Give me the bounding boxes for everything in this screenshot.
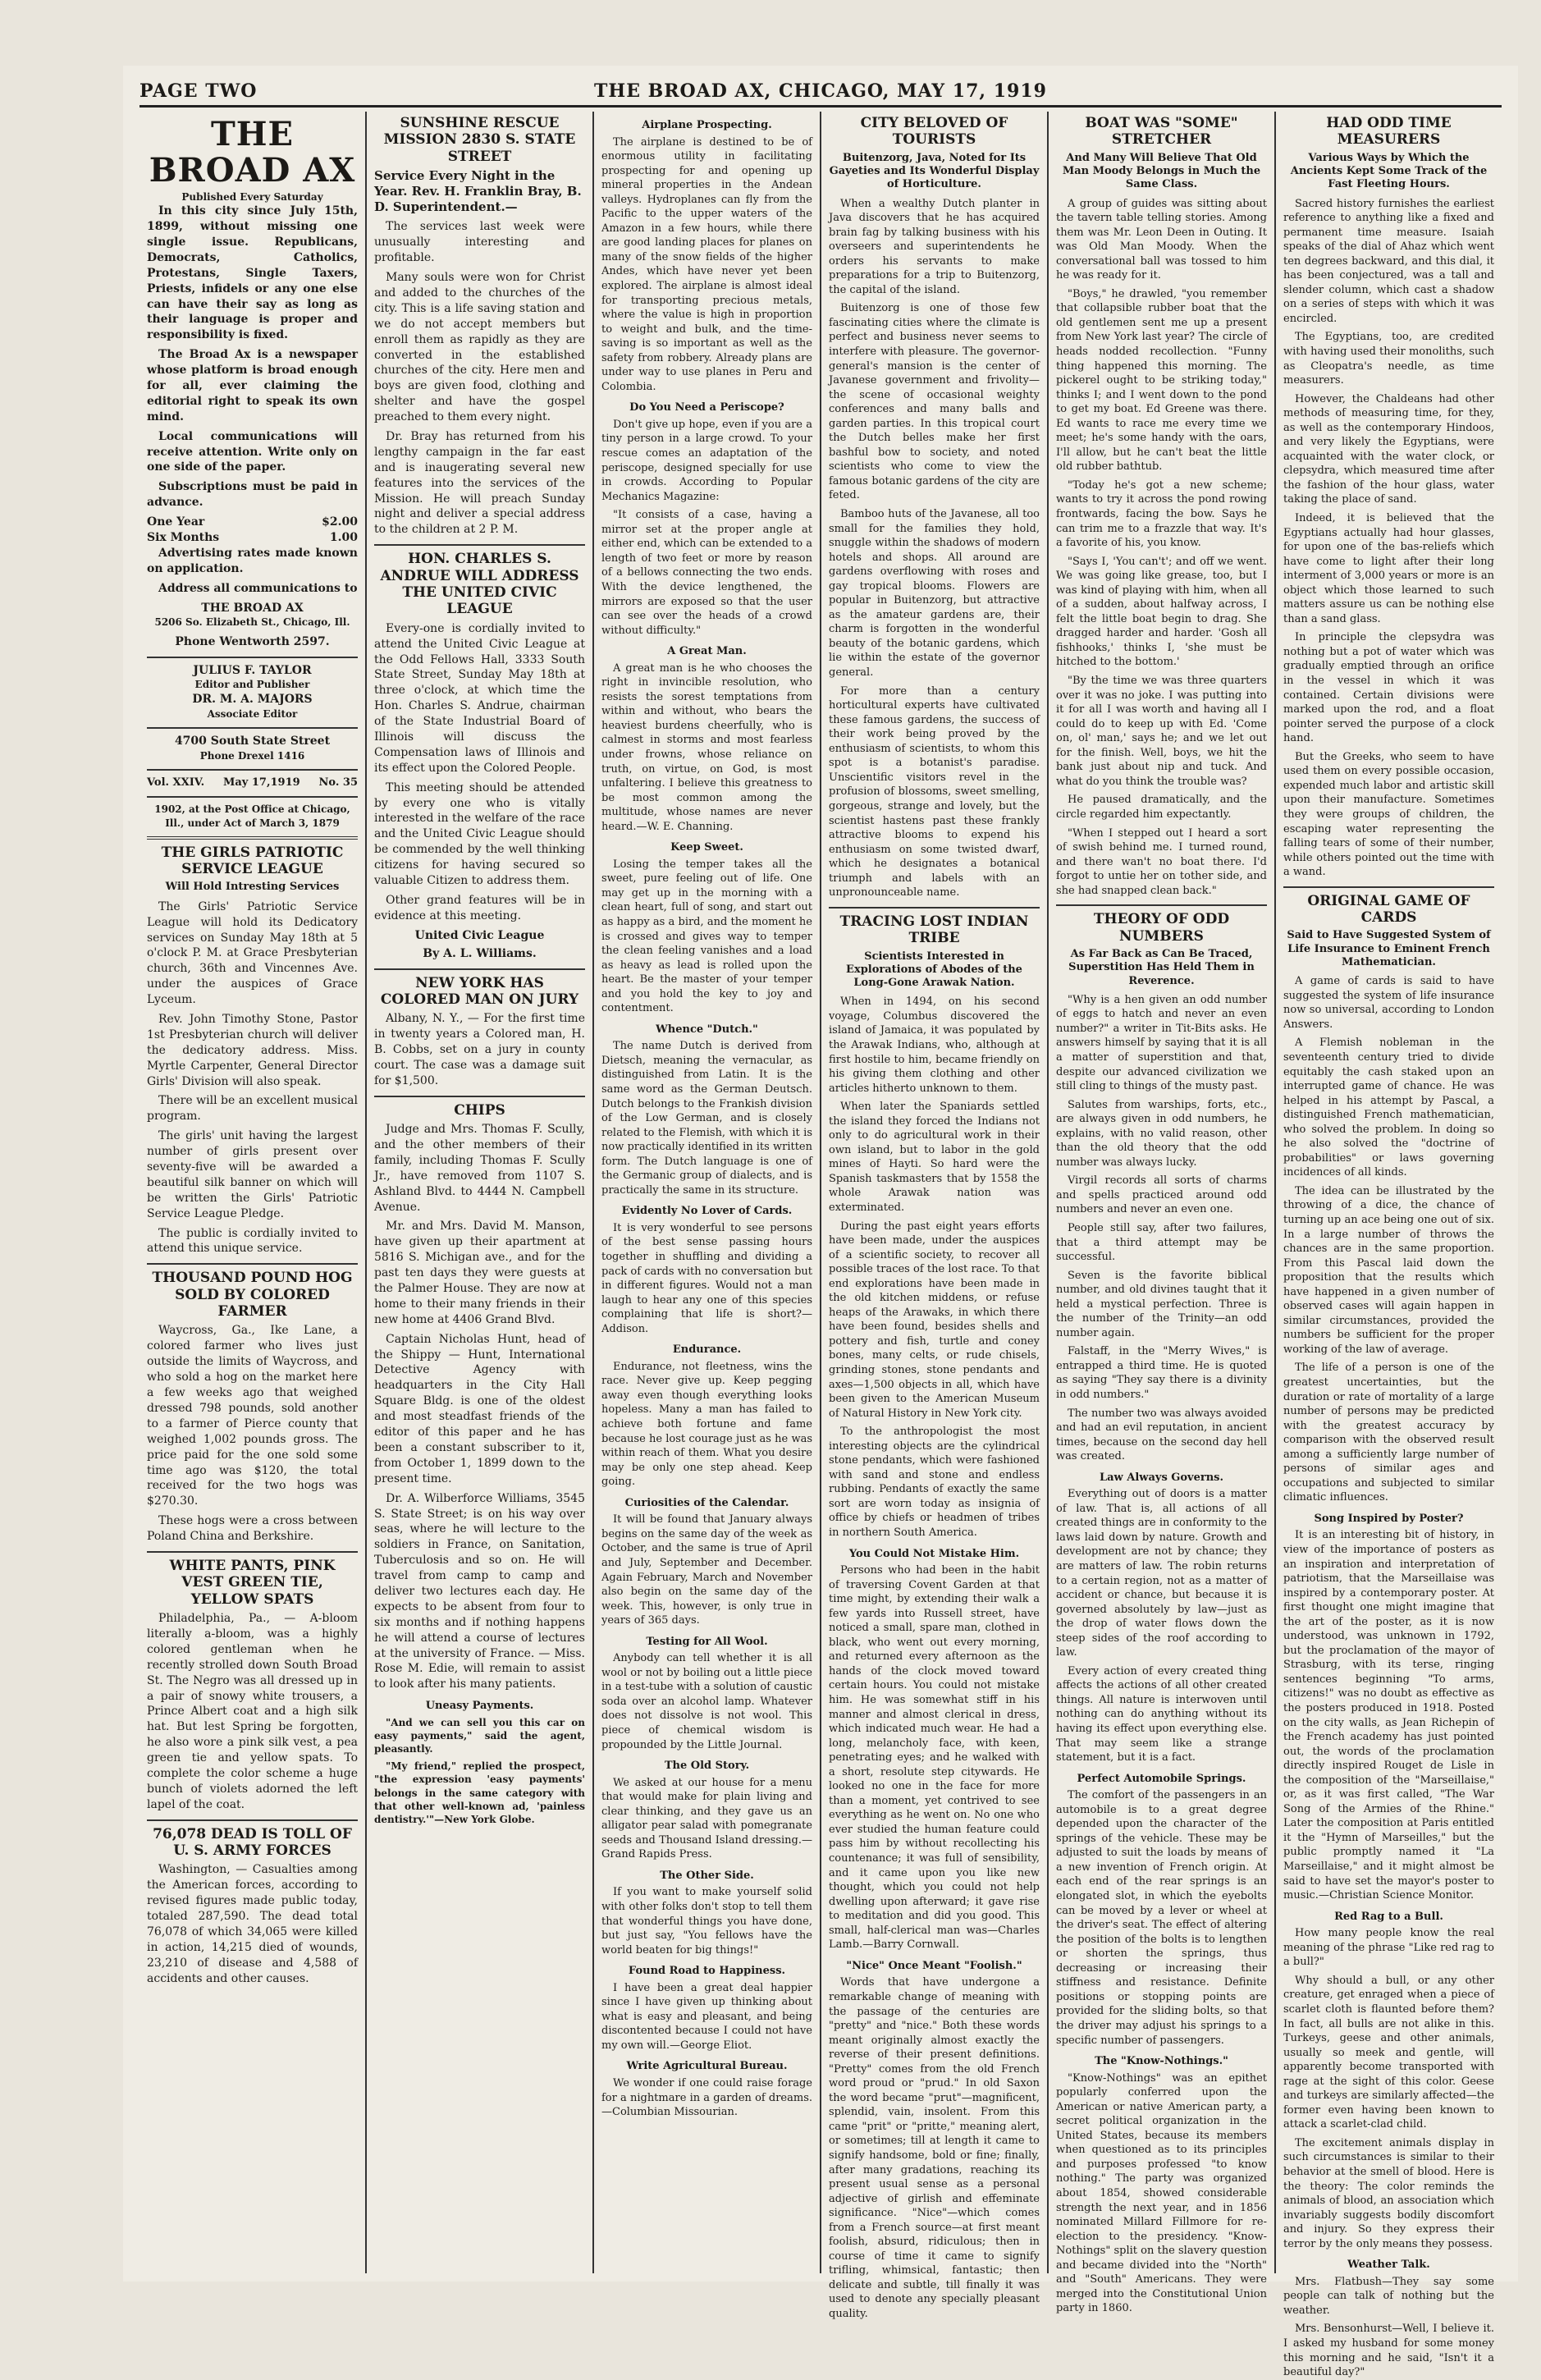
divider [147,769,358,771]
headline-army-dead: 76,078 DEAD IS TOLL OF U. S. ARMY FORCES [153,1825,352,1860]
title-cards: Evidently No Lover of Cards. [621,1205,793,1218]
paragraph: Mr. and Mrs. David M. Manson, have given up their apartment at 5816 S. Michigan ave., and for the past ten days they were guests at the Palmer House. They are now at home to their many friends in their new home at 4406 Grand Blvd. [374,1220,585,1326]
rate-six-months [147,530,358,546]
divider [147,796,358,798]
paragraph: If you want to make yourself solid with other folks don't stop to tell them that wonderful things you have done, but just say, "You fellows have the world beaten for big things!" [601,1886,812,1957]
paper-dateline: THE BROAD AX, CHICAGO, MAY 17, 1919 [594,80,1047,102]
paragraph: A Flemish nobleman in the seventeenth century tried to divide equitably the cash staked upon an interrupted game of chance. He was helped in his attempt by Pascal, a distinguished French mathematician, who solved the problem. In doing so he also solved the "doctrine of probabilities" or laws governing incidences of all kinds. [1283,1037,1494,1179]
paragraph: When in 1494, on his second voyage, Columbus discovered the island of Jamaica, it was populated by the Arawak Indians, who, although at first hostile to him, became friendly on his giving them clothing and other articles hitherto unknown to them. [829,995,1040,1095]
divider [1056,904,1267,906]
paragraph: Every action of every created thing affects the actions of all other created things. All nature is interwoven until nothing can do anything without its having its effect upon everything else. That may seem like a strange statement, but it is a fact. [1056,1664,1267,1764]
title-automobile: Perfect Automobile Springs. [1077,1772,1246,1785]
rate-value: 1.00 [329,531,358,544]
paragraph: "Says I, 'You can't'; and off we went. We was going like grease, too, but I was kind of playing with him, when all of a sudden, about halfway across, I felt the little boat begin to drag. She dragged harder and harder. 'Gosh all fishhooks,' thinks I, 'she must be hitched to the bottom.' [1056,555,1267,669]
masthead-intro: In this city since July 15th, 1899, without missing one single issue. Republicans, Democrats, Catholics, Protestans, Single Taxers, Priests, infidels or any one else can have their say as long as their language is proper and responsibility is fixed. [147,204,358,342]
paragraph: "Today he's got a new scheme; wants to try it across the pond rowing frontwards, facing the bow. Says he can trim me to a frazzle that way. It's a favorite of his, you know. [1056,478,1267,550]
paragraph: But the Greeks, who seem to have used them on every possible occasion, expended much labor and artistic skill upon their manufacture. Sometimes they were groups of children, the escaping water representing the falling tears of some of their number, while others pointed out the time with a wand. [1283,750,1494,879]
column-5 [1049,112,1276,2315]
subhead-mission: Service Every Night in the Year. Rev. H. Franklin Bray, B. D. Superintendent.— [374,168,582,214]
title-uneasy-payments: Uneasy Payments. [425,1700,534,1713]
paragraph: A great man is he who chooses the right in invincible resolution, who resists the sorest temptations from within and without, who bears the heaviest burdens cheerfully, who is calmest in storms and most fearless under frowns, whose reliance on truth, on virtue, on God, is most unfaltering. I believe this greatness to be most common among the multitude, whose names are never heard.—W. E. Channing. [601,661,812,833]
paragraph: Every-one is cordially invited to attend the United Civic League at the Odd Fellows Hall, 3333 South State Street, Sunday May 18th at three o'clock, at which time the Hon. Charles S. Andrue, chairman of the State Industrial Board of Illinois will discuss the Compensation laws of Illinois and its effect upon the Colored People. [374,621,585,775]
paragraph: Losing the temper takes all the sweet, pure feeling out of life. One may get up in the morning with a clean heart, full of song, and start out as happy as a bird, and the moment he is crossed and gives way to temper the clean feeling vanishes and a load as heavy as lead is rolled upon the heart. Be the master of your temper and you hold the key to joy and contentment. [601,858,812,1015]
paragraph: The idea can be illustrated by the throwing of a dice, the chance of turning up an ace being one out of six. In a large number of throws the chances are in the same proportion. From this Pascal laid down the proposition that the results which have happened in a given number of observed cases will again happen in similar circumstances, provided the numbers be sufficient for the proper working of the law of average. [1283,1184,1494,1356]
paragraph: Salutes from warships, forts, etc., are always given in odd numbers, he explains, with no valid reason, other than the old theory that the odd number was always lucky. [1056,1098,1267,1169]
paragraph: For more than a century horticultural experts have cultivated these famous gardens, the success of their work being proved by the enthusiasm of scientists, to whom this spot is a botanist's paradise. Unscientific visitors revel in the profusion of blossoms, sweet smelling, gorgeous, strange and lovely, but the scientist hastens past these frankly attractive blooms to expend his enthusiasm on some twisted dwarf, which he designates a botanical triumph and labels with an unpronounceable name. [829,684,1040,899]
paragraph: Sacred history furnishes the earliest reference to anything like a fixed and permanent time measure. Isaiah speaks of the dial of Ahaz which went ten degrees backward, and this dial, it has been conjectured, was a tall and slender column, which cast a shadow on a series of steps with which it was encircled. [1283,197,1494,325]
title-know-nothings: The "Know-Nothings." [1095,2055,1228,2068]
paragraph: I have been a great deal happier since I have given up thinking about what is easy and pleasant, and being discontented because I could not have my own will.—George Eliot. [601,1981,812,2052]
headline-city-tourists: CITY BELOVED OF TOURISTS [860,115,1008,149]
divider [374,968,585,970]
headline-andrue: HON. CHARLES S. ANDRUE WILL ADDRESS THE UNITED CIVIC LEAGUE [380,551,579,618]
paragraph: Washington, — Casualties among the American forces, according to revised figures made public today, totaled 287,590. The dead total 76,078 of which 34,065 were killed in action, 14,215 died of wounds, 23,210 of disease and 4,588 of accidents and other causes. [147,1863,358,1985]
subhead-game-of-cards: Said to Have Suggested System of Life Insurance to Eminent French Mathematician. [1287,929,1491,968]
headline-boat: BOAT WAS "SOME" STRETCHER [1085,115,1238,149]
paragraph: The services last week were unusually interesting and profitable. [374,220,585,265]
title-song-poster: Song Inspired by Poster? [1314,1512,1464,1525]
paragraph: Persons who had been in the habit of traversing Covent Garden at that time might, by extending their walk a few yards into Russell street, have noticed a small, spare man, clothed in black, who went out every morning, and returned every afternoon as the hands of the clock moved toward certain hours. You could not mistake him. He was somewhat stiff in his manner and almost clerical in dress, which indicated much wear. He had a long, melancholy face, with keen, penetrating eyes; and he walked with a short, resolute step citywards. He looked no one in the face for more than a moment, yet contrived to see everything as he went on. No one who ever studied the human feature could pass him by without recollecting his countenance; it was full of sensibility, and it came upon you like new thought, which you could not help dwelling upon afterward; it gave rise to meditation and did you good. This small, half-clerical man was—Charles Lamb.—Barry Cornwall. [829,1564,1040,1952]
paragraph: We wonder if one could raise forage for a nightmare in a garden of dreams.—Columbian Missourian. [601,2077,812,2119]
signoff-author: By A. L. Williams. [423,946,537,960]
volume-number: No. 35 [318,776,358,789]
paragraph: "When I stepped out I heard a sort of swish behind me. I turned round, and there wan't no boat there. I'd forgot to untie her on tother side, and she had snapped clean back." [1056,826,1267,897]
divider [147,836,358,840]
paragraph: Other grand features will be in evidence at this meeting. [374,893,585,922]
title-endurance: Endurance. [672,1343,742,1357]
columns [139,112,1502,2379]
paragraph: The public is cordially invited to attend this unique service. [147,1226,358,1256]
headline-hog: THOUSAND POUND HOG SOLD BY COLORED FARMER [152,1270,353,1320]
title-agricultural: Write Agricultural Bureau. [626,2060,788,2073]
page-header [139,77,1502,108]
paragraph: When a wealthy Dutch planter in Java discovers that he has acquired brain fag by talking business with his overseers and superintendents he orders his servants to make preparations for a trip to Buitenzorg, the capital of the island. [829,197,1040,296]
paragraph: In principle the clepsydra was nothing but a pot of water which was gradually emptied through an orifice in the vessel in which it was contained. Certain divisions were marked upon the rod, and a float pointer served the purpose of a clock hand. [1283,631,1494,745]
masthead-advertising: Advertising rates made known on application. [147,546,358,575]
paragraph: Don't give up hope, even if you are a tiny person in a large crowd. To your rescue comes an adaptation of the periscope, designed specially for use in crowds. According to Popular Mechanics Magazine: [601,418,812,503]
rate-label: One Year [147,515,205,529]
divider [147,1551,358,1553]
title-periscope: Do You Need a Periscope? [629,401,784,414]
paragraph: Everything out of doors is a matter of law. That is, all actions of all created things are in conformity to the laws laid down by nature. Growth and development are not by chance; they are matters of law. The robin returns to a certain region, not as a matter of accident or chance, but because it is governed absolutely by law—just as the drop of water flows down the steep sides of the roof according to law. [1056,1488,1267,1659]
column-3 [594,112,821,2273]
masthead-subscriptions: Subscriptions must be paid in advance. [147,480,358,510]
divider [1283,886,1494,888]
title-wool: Testing for All Wool. [646,1635,768,1648]
subhead-time-measurers: Various Ways by Which the Ancients Kept Some Track of the Fast Fleeting Hours. [1290,151,1488,191]
paragraph: Indeed, it is believed that the Egyptians actually had hour glasses, for upon one of the bas-reliefs which have come to light after their long interment of 3,000 years or more is an object which those learned to such matters assure us can be nothing else than a sand glass. [1283,512,1494,625]
office-phone: Phone Drexel 1416 [199,749,305,762]
divider [147,1819,358,1821]
paragraph: Falstaff, in the "Merry Wives," is entrapped a third time. He is quoted as saying "They say there is a divinity in odd numbers." [1056,1345,1267,1401]
paragraph: The comfort of the passengers in an automobile is to a great degree depended upon the character of the springs of the vehicle. These may be adjusted to suit the loads by means of a new invention of French origin. At each end of the rear springs is an elongated slot, in which the eyebolts can be moved by a lever or wheel at the driver's seat. The effect of altering the position of the bolts is to lengthen or shorten the springs, thus decreasing or increasing their stiffness and resistance. Definite positions or stopping points are provided for the sliding bolts, so that the driver may adjust his springs to a specific number of passengers. [1056,1789,1267,2047]
paragraph: To the anthropologist the most interesting objects are the cylindrical stone pendants, which were fashioned with sand and stone and endless rubbing. Pendants of exactly the same sort are worn today as insignia of office by chiefs or headmen of tribes in northern South America. [829,1426,1040,1539]
paragraph: People still say, after two failures, that a third attempt may be successful. [1056,1221,1267,1264]
masthead-address-name: THE BROAD AX [201,601,304,615]
divider [147,727,358,729]
paragraph: The airplane is destined to be of enormous utility in facilitating prospecting for and opening up mineral properties in the Andean valleys. Hydroplanes can fly from the Pacific to the upper waters of the Amazon in a few hours, while there are good landing places for planes on many of the snow fields of the higher Andes, which have never yet been explored. The airplane is almost ideal for transporting precious metals, where the value is high in proportion to weight and bulk, and the time-saving is so important as well as the safety from robbery. Already plans are under way to use planes in Peru and Colombia. [601,135,812,393]
volume-line [147,776,358,790]
title-great-man: A Great Man. [667,645,747,658]
subhead-city-tourists: Buitenzorg, Java, Noted for Its Gayeties and Its Wonderful Display of Horticulture. [829,151,1040,191]
subhead-boat: And Many Will Believe That Old Man Moody Belongs in Much the Same Class. [1062,151,1261,191]
paragraph: The number two was always avoided and had an evil reputation, in ancient times, because on the second day hell was created. [1056,1407,1267,1463]
title-other-side: The Other Side. [660,1869,754,1882]
headline-girls-league: THE GIRLS PATRIOTIC SERVICE LEAGUE [161,844,344,878]
page-label: PAGE TWO [139,80,258,102]
paragraph: Rev. John Timothy Stone, Pastor 1st Presbyterian church will deliver the dedicatory address. Miss. Myrtle Carpenter, General Director Girls' Division will also speak. [147,1012,358,1088]
masthead-phone: Phone Wentworth 2597. [175,634,330,648]
rate-label: Six Months [147,531,220,544]
headline-mission: SUNSHINE RESCUE MISSION 2830 S. STATE STREET [383,115,576,165]
title-red-rag: Red Rag to a Bull. [1334,1910,1443,1923]
paragraph: How many people know the real meaning of the phrase "Like red rag to a bull?" [1283,1927,1494,1969]
column-6 [1276,112,1502,2379]
paragraph: Captain Nicholas Hunt, head of the Shippy — Hunt, International Detective Agency with headquarters in the City Hall Square Bldg. is one of the oldest and most steadfast friends of the editor of this paper and he has been a constant subscriber to it, from October 1, 1899 down to the present time. [374,1332,585,1485]
masthead-title: THE BROAD AX [149,115,356,190]
divider [829,907,1040,909]
newspaper-page [123,66,1518,2379]
title-old-story: The Old Story. [664,1760,750,1773]
associate-name: DR. M. A. MAJORS [192,692,313,706]
divider [374,544,585,546]
paragraph: Why should a bull, or any other creature, get enraged when a piece of scarlet cloth is flaunted before them? In fact, all bulls are not alike in this. Turkeys, geese and other animals, usually so meek and gentle, will apparently become transported with rage at the sight of this color. Geese and turkeys are similarly affected—the former even having been known to attack a scarlet-clad child. [1283,1974,1494,2131]
paragraph: It will be found that January always begins on the same day of the week as October, and the same is true of April and July, September and December. Again February, March and November also begin on the same day of the week. This, however, is only true in years of 365 days. [601,1513,812,1627]
paragraph: During the past eight years efforts have been made, under the auspices of a scientific society, to recover all possible traces of the lost race. To that end explorations have been made in the old kitchen middens, or refuse heaps of the Arawaks, in which there have been found, besides shells and pottery and fish, turtle and coney bones, many celts, or rude chisels, grinding stones, stone pendants and axes—1,500 objects in all, which have been given to the American Museum of Natural History in New York city. [829,1220,1040,1420]
subhead-indian-tribe: Scientists Interested in Explorations of Abodes of the Long-Gone Arawak Nation. [846,950,1022,990]
volume-date: May 17,1919 [222,776,300,789]
paragraph: However, the Chaldeans had other methods of measuring time, for they, as well as the contemporary Hindoos, and very likely the Egyptians, were acquainted with the water clock, or clepsydra, which measured time after the fashion of the hour glass, water taking the place of sand. [1283,392,1494,506]
title-happiness: Found Road to Happiness. [628,1965,786,1978]
column-1 [139,112,367,2273]
title-mistake: You Could Not Mistake Him. [848,1547,1020,1560]
paragraph: Seven is the favorite biblical number, and old divines taught that it held a mystical perfection. Three is the number of the Trinity—an odd number again. [1056,1269,1267,1339]
divider [147,1263,358,1265]
paragraph: Bamboo huts of the Javanese, all too small for the families they hold, snuggle within the shadows of modern hotels and shops. All around are gardens overflowing with roses and gay tropical blooms. Flowers are popular in Buitenzorg, but attractive as the amateur gardens are, their charm is forgotten in the wonderful beauty of the botanic gardens, which lie within the estate of the governor general. [829,508,1040,680]
column-2 [367,112,594,2273]
title-airplane: Airplane Prospecting. [642,119,772,131]
paragraph: Dr. Bray has returned from his lengthy campaign in the far east and is inaugerating several new features into the services of the Mission. He will preach Sunday night and deliver a special address to the children at 2 P. M. [374,430,585,537]
associate-title: Associate Editor [207,707,298,720]
paragraph: The life of a person is one of the greatest uncertainties, but the duration or rate of mortality of a large number of persons may be predicted with the greatest accuracy by comparison with the observed result among a sufficiently large number of persons of similar ages and occupations and subjected to similar climatic influences. [1283,1362,1494,1504]
paragraph: It is very wonderful to see persons of the best sense passing hours together in shuffling and dividing a pack of cards with no conversation but in different figures. Would not a man laugh to hear any one of this species complaining that life is short?—Addison. [601,1221,812,1335]
headline-game-of-cards: ORIGINAL GAME OF CARDS [1307,892,1470,927]
paragraph: Waycross, Ga., Ike Lane, a colored farmer who lives just outside the limits of Waycross, and who sold a hog on the market here a few weeks ago that weighed dressed 798 pounds, sold another to a farmer of Pierce county that weighed 1,002 pounds gross. The price paid for the one sold some time ago was $120, the total received for the two hogs was $270.30. [147,1324,358,1508]
paragraph: Mrs. Bensonhurst—Well, I believe it. I asked my husband for some money this morning and he said, "Isn't it a beautiful day?" [1283,2323,1494,2379]
paragraph: Anybody can tell whether it is all wool or not by boiling out a little piece in a test-tube with a solution of caustic soda over an alcohol lamp. Whatever does not dissolve is not wool. This piece of chemical wisdom is propounded by the Little Journal. [601,1652,812,1751]
paragraph: "Boys," he drawled, "you remember that collapsible rubber boat that the old gentlemen sent me up a present from New York last year? The circle of heads nodded recollection. "Funny thing happened this morning. The pickerel ought to be striking today," thinks I; and I went down to the pond to get my boat. Ed Greene was there. Ed wants to race me every time we meet; he's some handy with the oars, I'll allow, but he can't beat the little old rubber bathtub. [1056,287,1267,474]
paragraph: Buitenzorg is one of those few fascinating cities where the climate is perfect and business never seems to interfere with pleasure. The governor-general's mansion is the center of Javanese government and frivolity—the scene of occasional weighty conferences and many balls and garden parties. In this tropical court the Dutch belles make her first bashful bow to society, and noted scientists who come to view the famous botanic gardens of the city are feted. [829,302,1040,502]
paragraph: "By the time we was three quarters over it was no joke. I was putting into it for all I was worth and having all I could do to keep up with Ed. 'Come on, ol' man,' says he; and we let out for the finish. Well, boys, we hit the bank just about nip and tuck. And what do you think the trouble was? [1056,675,1267,788]
headline-indian-tribe: TRACING LOST INDIAN TRIBE [839,913,1029,947]
rate-value: $2.00 [322,515,358,529]
paragraph: These hogs were a cross between Poland China and Berkshire. [147,1514,358,1544]
subhead-girls-league: Will Hold Intresting Services [165,881,340,894]
paragraph: "Know-Nothings" was an epithet popularly conferred upon the American or native American party, a secret political organization in the United States, because its members when questioned as to its principles and purposes professed "to know nothing." The party was organized about 1854, showed considerable strength the next year, and in 1856 nominated Millard Fillmore for re-election to the presidency. "Know-Nothings" split on the slavery question and became divided into the "North" and "South" Americans. They were merged into the Constitutional Union party in 1860. [1056,2071,1267,2315]
title-law: Law Always Governs. [1099,1471,1224,1484]
masthead-published: Published Every Saturday [181,191,323,203]
headline-white-pants: WHITE PANTS, PINK VEST GREEN TIE, YELLOW SPATS [169,1557,336,1608]
paragraph: Words that have undergone a remarkable change of meaning with the passage of the centuries are "pretty" and "nice." Both these words meant originally almost exactly the reverse of their present definitions. "Pretty" comes from the old French word proud or "prud." In old Saxon the word became "prut"—magnificent, splendid, vain, insolent. From this came "prit" or "pritte," meaning alert, or sometimes; till at length it came to signify handsome, bold or fine; finally, after many gradations, reaching its present usual sense as a personal adjective of girlish and effeminate significance. "Nice"—which comes from a French source—at first meant foolish, absurd, ridiculous; then in course of time it came to signify trifling, whimsical, fantastic; then delicate and subtle, till finally it was used to denote any specially pleasant quality. [829,1976,1040,2320]
headline-chips: CHIPS [454,1101,505,1119]
paragraph: A game of cards is said to have suggested the system of life insurance now so universal, according to London Answers. [1283,975,1494,1031]
paragraph: He paused dramatically, and the circle regarded him expectantly. [1056,794,1267,821]
rate-one-year [147,515,358,530]
paragraph: When later the Spaniards settled the island they forced the Indians not only to do agricultural work in their own island, but to labor in the gold mines of Hayti. So hard were the Spanish taskmasters that by 1558 the whole Arawak nation was exterminated. [829,1101,1040,1214]
entered-notice: 1902, at the Post Office at Chicago, Ill., under Act of March 3, 1879 [154,803,350,829]
editor-title: Editor and Publisher [194,679,310,691]
paragraph: It is an interesting bit of history, in view of the importance of posters as an inspiration and interpretation of patriotism, that the Marseillaise was inspired by a contemporary poster. At first thought one might imagine that the art of the poster, as it is now understood, was unknown in 1792, but the proclamation of the mayor of Strasburg, with its terse, ringing sentences beginning "To arms, citizens!" was no doubt as effective as the posters produced in 1918. Posted on the city walls, as Jean Richepin of the French academy has just pointed out, the words of the proclamation directly inspired Rouget de Lisle in the composition of the "Marseillaise," or, as it was first called, "The War Song of the Armies of the Rhine." Later the composition at Paris entitled it the "Hymn of Marseilles," but the public promptly named it "La Marseillaise," and it might almost be said to have set the mayor's poster to music.—Christian Science Monitor. [1283,1529,1494,1902]
paragraph: We asked at our house for a menu that would make for plain living and clear thinking, and they gave us an alligator pear salad with pomegranate seeds and Thousand Island dressing.—Grand Rapids Press. [601,1776,812,1861]
office-street: 4700 South State Street [174,734,331,748]
title-keep-sweet: Keep Sweet. [670,841,743,854]
paragraph: The girls' unit having the largest number of girls present over seventy-five will be awarded a beautiful silk banner on which will be written the Girls' Patriotic Service League Pledge. [147,1129,358,1220]
paragraph: Endurance, not fleetness, wins the race. Never give up. Keep pegging away even though everything looks hopeless. Many a man has failed to achieve both fortune and fame because he lost courage just as he was within reach of them. What you desire may be only one step ahead. Keep going. [601,1360,812,1489]
paragraph: This meeting should be attended by every one who is vitally interested in the welfare of the race and the United Civic League should be commended by the well thinking citizens for having secured so valuable Citizen to address them. [374,780,585,888]
paragraph: "Why is a hen given an odd number of eggs to hatch and never an even number?" a writer in Tit-Bits asks. He answers himself by saying that it is all a matter of superstition and that, despite our advanced civilization we still cling to things of the musty past. [1056,993,1267,1093]
paragraph: The Girls' Patriotic Service League will hold its Dedicatory services on Sunday May 18th at 5 o'clock P. M. at Grace Presbyterian church, 36th and Vincennes Ave. under the auspices of Grace Lyceum. [147,899,358,1007]
paragraph: Philadelphia, Pa., — A-bloom literally a-bloom, was a highly colored gentleman when he recently strolled down South Broad St. The Negro was all dressed up in a pair of snowy white trousers, a Prince Albert coat and a high silk hat. But lest Spring be forgotten, he also wore a pink silk vest, a pea green tie and yellow spats. To complete the color scheme a huge bunch of violets adorned the left lapel of the coat. [147,1612,358,1811]
paragraph: "It consists of a case, having a mirror set at the proper angle at either end, which can be extended to a length of two feet or more by reason of a bellows connecting the two ends. With the device lengthened, the mirrors are exposed so that the user can see over the heads of a crowd without difficulty." [601,509,812,637]
masthead-platform: The Broad Ax is a newspaper whose platform is broad enough for all, ever claiming the editorial right to speak its own mind. [147,348,358,423]
title-dutch: Whence "Dutch." [656,1023,758,1036]
headline-ny-jury: NEW YORK HAS COLORED MAN ON JURY [380,974,579,1008]
title-calendar: Curiosities of the Calendar. [624,1496,789,1509]
divider [147,657,358,658]
masthead-address-intro: Address all communications to [158,581,358,595]
masthead-local: Local communications will receive attention. Write only on one side of the paper. [147,429,358,474]
paragraph: There will be an excellent musical program. [147,1094,358,1124]
paragraph: Dr. A. Wilberforce Williams, 3545 S. State Street; is on his way over seas, where he will lecture to the soldiers in France, on Sanitation, Tuberculosis and so on. He will travel from camp to camp and deliver two lectures each day. He expects to be absent from four to six months and if nothing happens he will attend a course of lectures at the university of France. — Miss. Rose M. Edie, will remain to assist to look after his many patients. [374,1491,585,1691]
editor-name: JULIUS F. TAYLOR [193,663,312,677]
subhead-odd-numbers: As Far Back as Can Be Traced, Superstition Has Held Them in Reverence. [1068,948,1255,987]
paragraph: The Egyptians, too, are credited with having used their monoliths, such as Cleopatra's needle, as time measurers. [1283,331,1494,387]
paragraph: The excitement animals display in such circumstances is similar to their behavior at the smell of blood. Here is the theory: The color reminds the animals of blood, an association which invariably suggests bodily discomfort and injury. So they express their terror by the only means they possess. [1283,2136,1494,2250]
headline-odd-numbers: THEORY OF ODD NUMBERS [1093,911,1230,945]
paragraph: The name Dutch is derived from Dietsch, meaning the vernacular, as distinguished from Latin. It is the same word as the German Deutsch. Dutch belongs to the Frankish division of the Low German, and is closely related to the Flemish, with which it is now practically identified in its written form. The Dutch language is one of the Germanic group of dialects, and is practically the same in its structure. [601,1040,812,1197]
paragraph: Virgil records all sorts of charms and spells practiced around odd numbers and never an even one. [1056,1174,1267,1216]
paragraph: Mrs. Flatbush—They say some people can talk of nothing but the weather. [1283,2275,1494,2317]
paragraph: Judge and Mrs. Thomas F. Scully, and the other members of their family, including Thomas F. Scully Jr., have removed from 1107 S. Ashland Blvd. to 4444 N. Campbell Avenue. [374,1123,585,1214]
volume: Vol. XXIV. [147,776,205,789]
signoff-league: United Civic League [414,928,545,942]
title-nice: "Nice" Once Meant "Foolish." [846,1959,1022,1972]
paragraph: Albany, N. Y., — For the first time in twenty years a Colored man, H. B. Cobbs, set on a jury in county court. The case was a damage suit for $1,500. [374,1012,585,1087]
headline-time-measurers: HAD ODD TIME MEASURERS [1326,115,1452,149]
masthead-address-street: 5206 So. Elizabeth St., Chicago, Ill. [154,616,350,629]
paragraph: A group of guides was sitting about the tavern table telling stories. Among them was Mr. Leon Deen in Outing. It was Old Man Moody. When the conversational ball was tossed to him he was ready for it. [1056,197,1267,282]
divider [374,1096,585,1097]
title-weather-talk: Weather Talk. [1347,2259,1430,2272]
column-4 [821,112,1049,2320]
paragraph: Many souls were won for Christ and added to the churches of the city. This is a life saving station and we do not accept members but enroll them as rapidly as they are converted in the established churches of the city. Here men and boys are given food, clothing and shelter and have the gospel preached to them every night. [374,271,585,424]
paragraph: "And we can sell you this car on easy payments," said the agent, pleasantly. [374,1716,585,1755]
paragraph: "My friend," replied the prospect, "the expression 'easy payments' belongs in the same category with that other well-known ad, 'painless dentistry.'"—New York Globe. [374,1760,585,1826]
